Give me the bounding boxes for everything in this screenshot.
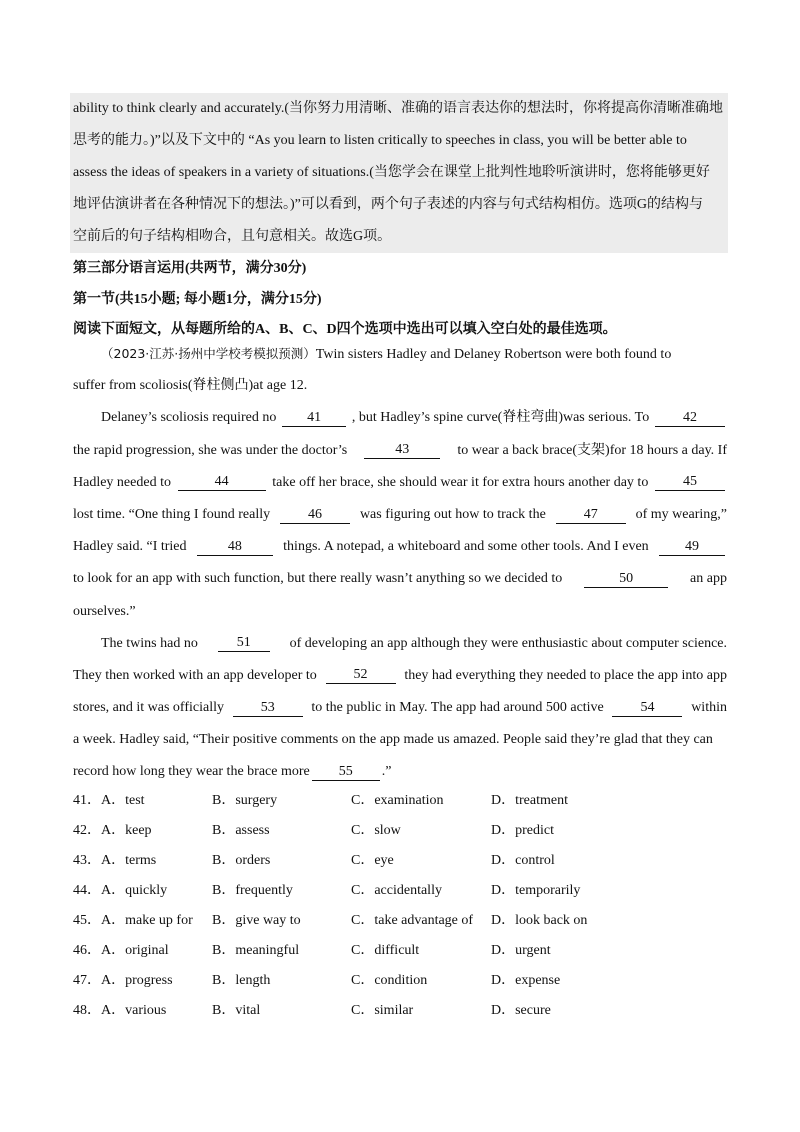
option-c[interactable]: C．examination	[351, 793, 444, 808]
option-c[interactable]: C．accidentally	[351, 883, 442, 898]
passage-text: the rapid progression, she was under the doctor’s	[73, 442, 348, 458]
passage-text: Hadley needed to	[73, 474, 171, 490]
passage-text: stores, and it was officially	[73, 700, 224, 716]
passage-text: of developing an app although they were enthusiastic about computer science.	[289, 635, 727, 651]
passage-text: to the public in May. The app had around 500 active	[311, 700, 604, 716]
option-a[interactable]: 44．A．quickly	[73, 883, 168, 898]
explanation-line: 地评估演讲者在各种情况下的想法。)”可以看到，两个句子表述的内容与句式结构相仿。选项G的结构与	[73, 197, 703, 212]
passage-text: an app	[690, 571, 727, 587]
option-d[interactable]: D．urgent	[491, 943, 551, 958]
blank-44[interactable]: 44	[178, 474, 266, 491]
option-a[interactable]: 48．A．various	[73, 1003, 167, 1018]
passage-intro	[73, 338, 671, 371]
passage-text: Twin sisters Hadley and Delaney Robertson were both found to	[315, 346, 672, 362]
explanation-line: 空前后的句子结构相吻合，且句意相关。故选G项。	[73, 229, 392, 244]
passage-text: The twins had no	[101, 635, 198, 651]
blank-54[interactable]: 54	[612, 700, 682, 717]
explanation-line: ability to think clearly and accurately.(当你努力用清晰、准确的语言表达你的想法时，你将提高你清晰准确地	[73, 101, 724, 116]
option-c[interactable]: C．slow	[351, 823, 401, 838]
blank-53[interactable]: 53	[233, 700, 303, 717]
option-c[interactable]: C．take advantage of	[351, 913, 474, 928]
option-c[interactable]: C．similar	[351, 1003, 414, 1018]
subsection-title: 第一节(共15小题; 每小题1分，满分15分)	[73, 292, 322, 307]
blank-42[interactable]: 42	[655, 410, 725, 427]
option-d[interactable]: D．control	[491, 853, 555, 868]
option-a[interactable]: 41．A．test	[73, 793, 145, 808]
question-number: 48．	[73, 1003, 101, 1018]
option-d[interactable]: D．expense	[491, 973, 561, 988]
blank-47[interactable]: 47	[556, 507, 626, 524]
question-number: 47．	[73, 973, 101, 988]
explanation-line: 思考的能力。)”以及下文中的 “As you learn to listen critically to speeches in class, you will be better able to	[73, 133, 687, 148]
blank-55[interactable]: 55	[312, 764, 380, 781]
question-number: 45．	[73, 913, 101, 928]
passage-text: They then worked with an app developer to	[73, 667, 317, 683]
passage-text: a week. Hadley said, “Their positive comments on the app made us amazed. People said they’re glad that they can	[73, 732, 713, 748]
option-b[interactable]: B．surgery	[212, 793, 278, 808]
passage-text: to look for an app with such function, but there really wasn’t anything so we decided to	[73, 571, 563, 587]
passage-text: Hadley said. “I tried	[73, 539, 187, 555]
option-b[interactable]: B．frequently	[212, 883, 293, 898]
option-a[interactable]: 42．A．keep	[73, 823, 152, 838]
option-b[interactable]: B．give way to	[212, 913, 301, 928]
passage-line	[73, 628, 727, 660]
explanation-line: assess the ideas of speakers in a variety of situations.(当您学会在课堂上批判性地聆听演讲时，您将能够更好	[73, 165, 710, 180]
option-a[interactable]: 43．A．terms	[73, 853, 157, 868]
passage-line	[73, 660, 727, 692]
blank-46[interactable]: 46	[280, 507, 350, 524]
option-c[interactable]: C．eye	[351, 853, 394, 868]
option-c[interactable]: C．condition	[351, 973, 428, 988]
passage-line	[73, 692, 727, 724]
source-citation: （2023·江苏·扬州中学校考模拟预测）	[101, 345, 316, 361]
option-b[interactable]: B．assess	[212, 823, 270, 838]
blank-43[interactable]: 43	[364, 442, 440, 459]
blank-52[interactable]: 52	[326, 667, 396, 684]
option-b[interactable]: B．meaningful	[212, 943, 300, 958]
passage-line	[73, 499, 727, 531]
option-d[interactable]: D．predict	[491, 823, 554, 838]
passage-text: to wear a back brace(支架)for 18 hours a day. If	[457, 442, 727, 458]
blank-49[interactable]: 49	[659, 539, 725, 556]
passage-text: was figuring out how to track the	[359, 506, 546, 522]
passage-text: .”	[381, 764, 392, 780]
passage-text: lost time. “One thing I found really	[73, 506, 271, 522]
passage	[73, 338, 727, 789]
passage-line	[73, 370, 727, 402]
passage-line	[73, 756, 727, 788]
option-c[interactable]: C．difficult	[351, 943, 420, 958]
blank-50[interactable]: 50	[584, 571, 668, 588]
option-d[interactable]: D．secure	[491, 1003, 551, 1018]
passage-text: things. A notepad, a whiteboard and some other tools. And I even	[283, 539, 649, 555]
passage-line	[73, 467, 727, 499]
passage-text: suffer from scoliosis(脊柱侧凸)at age 12.	[73, 378, 308, 394]
question-number: 42．	[73, 823, 101, 838]
passage-line	[73, 338, 727, 370]
option-d[interactable]: D．treatment	[491, 793, 568, 808]
blank-51[interactable]: 51	[218, 635, 270, 652]
blank-48[interactable]: 48	[197, 539, 273, 556]
option-b[interactable]: B．vital	[212, 1003, 261, 1018]
blank-41[interactable]: 41	[282, 410, 346, 427]
option-a[interactable]: 45．A．make up for	[73, 913, 193, 928]
question-number: 41．	[73, 793, 101, 808]
passage-line	[73, 435, 727, 467]
option-d[interactable]: D．temporarily	[491, 883, 581, 898]
question-number: 43．	[73, 853, 101, 868]
option-a[interactable]: 46．A．original	[73, 943, 169, 958]
instruction: 阅读下面短文，从每题所给的A、B、C、D四个选项中选出可以填入空白处的最佳选项。	[73, 322, 617, 337]
question-number: 44．	[73, 883, 101, 898]
passage-text: Delaney’s scoliosis required no	[101, 410, 277, 426]
passage-text: record how long they wear the brace more	[73, 764, 310, 780]
option-a[interactable]: 47．A．progress	[73, 973, 173, 988]
option-d[interactable]: D．look back on	[491, 913, 588, 928]
blank-45[interactable]: 45	[655, 474, 725, 491]
passage-line	[73, 563, 727, 595]
part-title: 第三部分语言运用(共两节，满分30分)	[73, 261, 307, 276]
passage-text: ourselves.”	[73, 603, 136, 619]
passage-line	[73, 724, 727, 756]
passage-text: within	[691, 700, 727, 716]
option-b[interactable]: B．orders	[212, 853, 271, 868]
passage-line	[73, 531, 727, 563]
passage-text: , but Hadley’s spine curve(脊柱弯曲)was serious. To	[351, 410, 650, 426]
passage-line	[73, 596, 727, 628]
passage-text: take off her brace, she should wear it for extra hours another day to	[272, 474, 649, 490]
answer-explanation	[70, 93, 728, 253]
passage-line	[73, 402, 727, 434]
question-number: 46．	[73, 943, 101, 958]
option-b[interactable]: B．length	[212, 973, 271, 988]
passage-text: they had everything they needed to place the app into app	[404, 667, 727, 683]
passage-text: of my wearing,”	[635, 506, 727, 522]
